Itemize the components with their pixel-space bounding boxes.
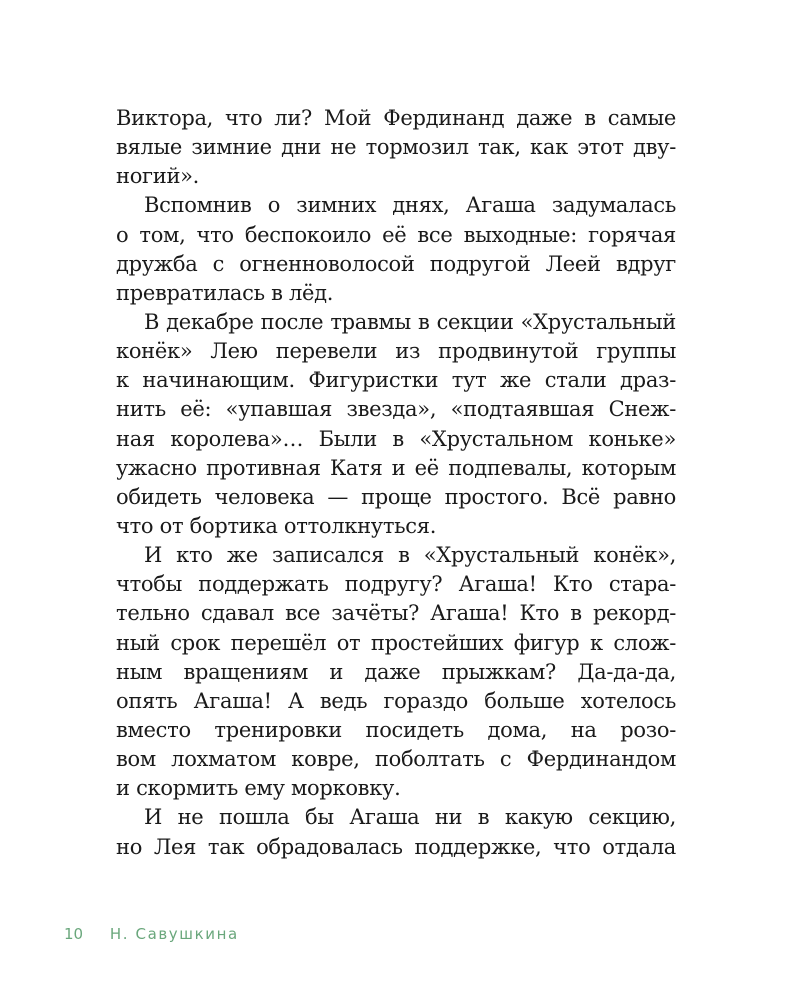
text-line: ногий». xyxy=(116,164,200,189)
text-line: тельно сдавал все зачёты? Агаша! Кто в рекорд- xyxy=(116,601,676,626)
text-line: конёк» Лею перевели из продвинутой группы xyxy=(116,339,676,364)
author-name: Н. Савушкина xyxy=(109,925,239,943)
text-line: Вспомнив о зимних днях, Агаша задумалась xyxy=(144,193,676,218)
text-line: опять Агаша! А ведь гораздо больше хотелось xyxy=(116,688,676,713)
text-line: вом лохматом ковре, поболтать с Фердинандом xyxy=(116,747,676,772)
text-line: что от бортика оттолкнуться. xyxy=(116,513,437,538)
text-line: ужасно противная Катя и её подпевалы, которым xyxy=(116,455,676,480)
text-line: В декабре после травмы в секции «Хрустальный xyxy=(144,309,676,334)
page-number: 10 xyxy=(64,925,84,943)
text-line: вялые зимние дни не тормозил так, как этот дву- xyxy=(116,135,676,160)
body-text xyxy=(116,104,676,862)
text-line: и скормить ему морковку. xyxy=(116,776,401,801)
text-line: о том, что беспокоило её все выходные: горячая xyxy=(116,222,676,247)
text-line: И не пошла бы Агаша ни в какую секцию, xyxy=(144,805,676,830)
text-line: ная королева»… Были в «Хрустальном коньке» xyxy=(116,426,676,451)
text-line: к начинающим. Фигуристки тут же стали драз- xyxy=(116,368,676,393)
text-line: превратилась в лёд. xyxy=(116,280,334,305)
page-footer xyxy=(64,925,239,943)
text-line: И кто же записался в «Хрустальный конёк», xyxy=(144,543,676,568)
text-line: но Лея так обрадовалась поддержке, что отдала xyxy=(116,834,676,859)
text-line: обидеть человека — проще простого. Всё равно xyxy=(116,484,676,509)
text-line: Виктора, что ли? Мой Фердинанд даже в самые xyxy=(116,106,676,130)
text-line: ным вращениям и даже прыжкам? Да-да-да, xyxy=(116,659,676,684)
text-line: чтобы поддержать подругу? Агаша! Кто стара- xyxy=(116,572,676,597)
text-line: нить её: «упавшая звезда», «подтаявшая Снеж- xyxy=(116,397,676,422)
text-line: дружба с огненноволосой подругой Леей вдруг xyxy=(116,251,676,276)
text-line: вместо тренировки посидеть дома, на розо- xyxy=(116,717,676,742)
text-line: ный срок перешёл от простейших фигур к слож- xyxy=(116,630,676,655)
